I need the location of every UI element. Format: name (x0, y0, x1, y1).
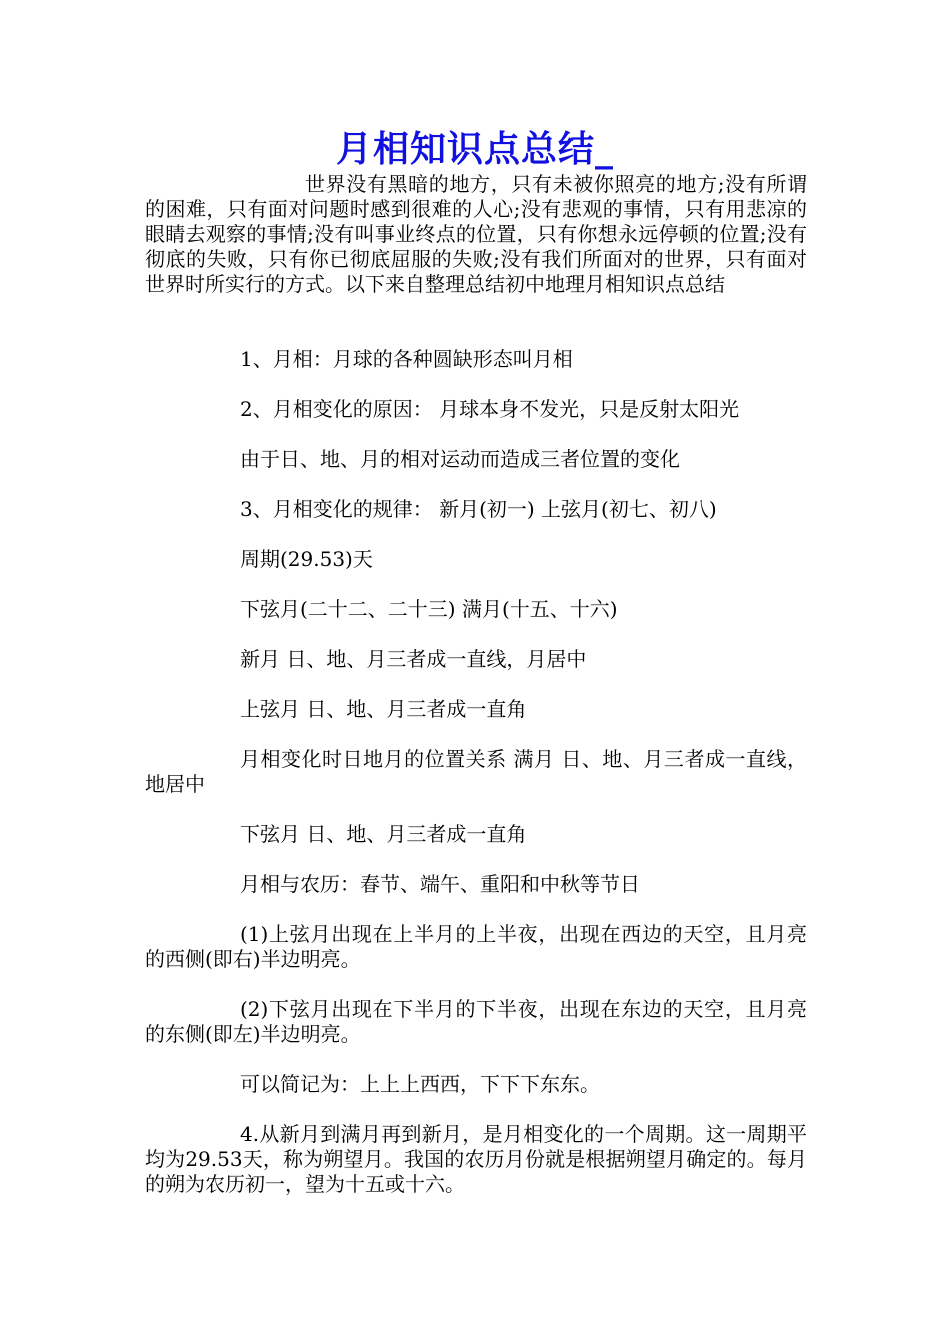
document-title: 月相知识点总结_ (335, 129, 614, 170)
item-2-cont-line: 由于日、地、月的相对运动而造成三者位置的变化 (240, 447, 680, 471)
mnemonic-line: 可以简记为：上上上西西，下下下东东。 (240, 1072, 600, 1096)
last-quarter-paragraph: (2)下弦月出现在下半月的下半夜，出现在东边的天空，且月亮的东侧(即左)半边明亮。 (145, 997, 807, 1046)
period-paragraph: 4.从新月到满月再到新月，是月相变化的一个周期。这一周期平均为29.53天，称为朔望月。我国的农历月份就是根据朔望月确定的。每月的朔为农历初一，望为十五或十六。 (145, 1122, 807, 1196)
item-1-line: 1、月相：月球的各种圆缺形态叫月相 (240, 347, 573, 371)
full-moon-paragraph: 月相变化时日地月的位置关系 满月 日、地、月三者成一直线，地居中 (145, 747, 807, 796)
new-moon-line: 新月 日、地、月三者成一直线，月居中 (240, 647, 587, 671)
item-3-line: 3、月相变化的规律： 新月(初一) 上弦月(初七、初八) (240, 497, 717, 521)
first-quarter-paragraph: (1)上弦月出现在上半月的上半夜，出现在西边的天空，且月亮的西侧(即右)半边明亮。 (145, 922, 807, 971)
intro-paragraph: 世界没有黑暗的地方，只有未被你照亮的地方;没有所谓的困难，只有面对问题时感到很难的人心;没有悲观的事情，只有用悲凉的眼睛去观察的事情;没有叫事业终点的位置，只有你想永远停顿的位置;没有彻底的失败，只有你已彻底屈服的失败;没有我们所面对的世界，只有面对世界时所实行的方式。以下来自整理总结初中地理月相知识点总结 (145, 172, 807, 296)
item-2-line: 2、月相变化的原因： 月球本身不发光，只是反射太阳光 (240, 397, 740, 421)
last-quarter-line: 下弦月 日、地、月三者成一直角 (240, 822, 527, 846)
first-quarter-line: 上弦月 日、地、月三者成一直角 (240, 697, 527, 721)
last-quarter-full-line: 下弦月(二十二、二十三) 满月(十五、十六) (240, 597, 618, 621)
period-line: 周期(29.53)天 (240, 547, 373, 571)
lunar-calendar-line: 月相与农历：春节、端午、重阳和中秋等节日 (240, 872, 640, 896)
